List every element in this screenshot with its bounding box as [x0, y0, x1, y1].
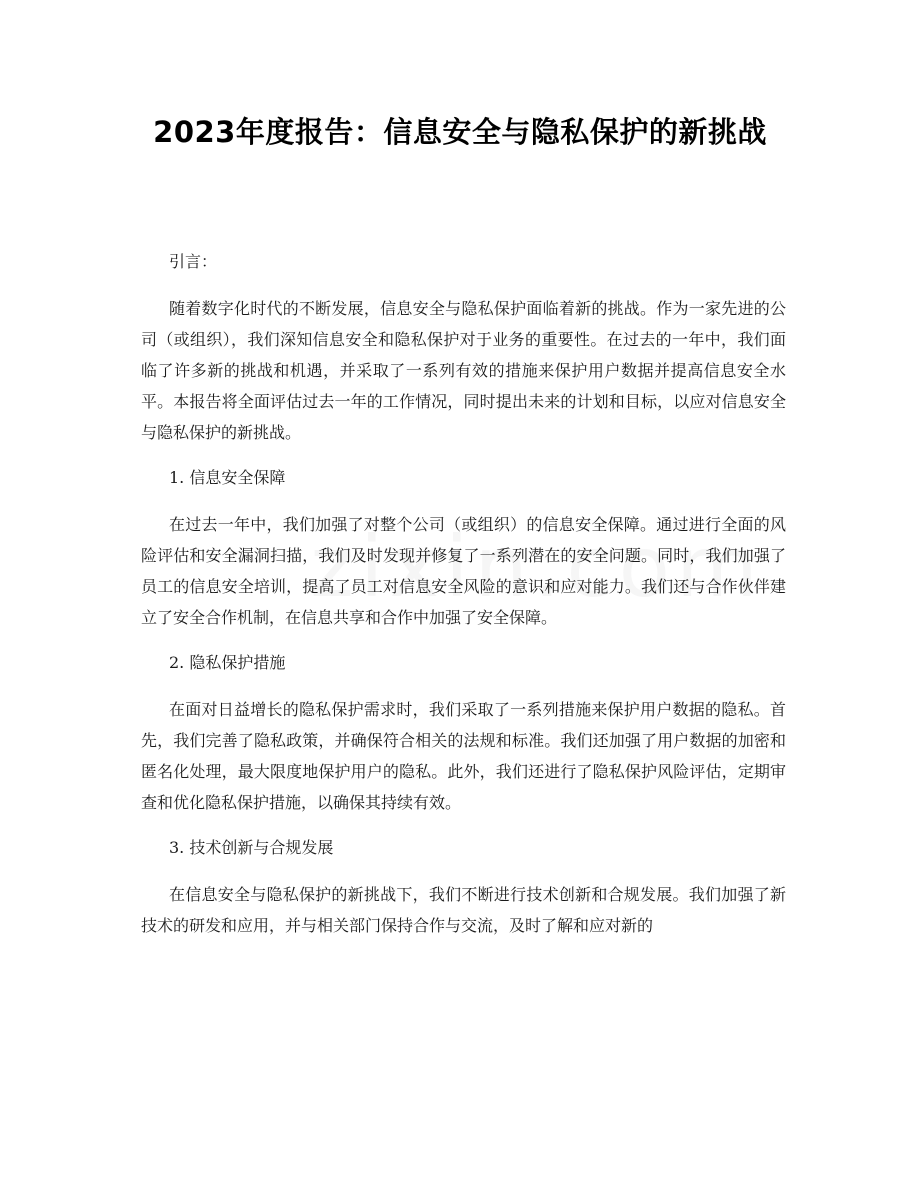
section-paragraph-1: 在过去一年中，我们加强了对整个公司（或组织）的信息安全保障。通过进行全面的风险评估和安全漏洞扫描，我们及时发现并修复了一系列潜在的安全问题。同时，我们加强了员工的信息安全培训，提高了员工对信息安全风险的意识和应对能力。我们还与合作伙伴建立了安全合作机制，在信息共享和合作中加强了安全保障。 — [141, 515, 786, 627]
section-heading-3: 3. 技术创新与合规发展 — [169, 838, 334, 857]
document-body — [141, 246, 786, 941]
section-heading-1: 1. 信息安全保障 — [169, 468, 286, 487]
intro-paragraph: 随着数字化时代的不断发展，信息安全与隐私保护面临着新的挑战。作为一家先进的公司（或组织），我们深知信息安全和隐私保护对于业务的重要性。在过去的一年中，我们面临了许多新的挑战和机遇，并采取了一系列有效的措施来保护用户数据并提高信息安全水平。本报告将全面评估过去一年的工作情况，同时提出未来的计划和目标，以应对信息安全与隐私保护的新挑战。 — [141, 299, 786, 442]
section-heading-2: 2. 隐私保护措施 — [169, 653, 286, 672]
document-title: 2023年度报告：信息安全与隐私保护的新挑战 — [153, 115, 767, 149]
intro-label: 引言： — [169, 252, 218, 271]
section-paragraph-3: 在信息安全与隐私保护的新挑战下，我们不断进行技术创新和合规发展。我们加强了新技术的研发和应用，并与相关部门保持合作与交流，及时了解和应对新的 — [141, 885, 786, 935]
section-paragraph-2: 在面对日益增长的隐私保护需求时，我们采取了一系列措施来保护用户数据的隐私。首先，我们完善了隐私政策，并确保符合相关的法规和标准。我们还加强了用户数据的加密和匿名化处理，最大限度地保护用户的隐私。此外，我们还进行了隐私保护风险评估，定期审查和优化隐私保护措施，以确保其持续有效。 — [141, 700, 786, 812]
